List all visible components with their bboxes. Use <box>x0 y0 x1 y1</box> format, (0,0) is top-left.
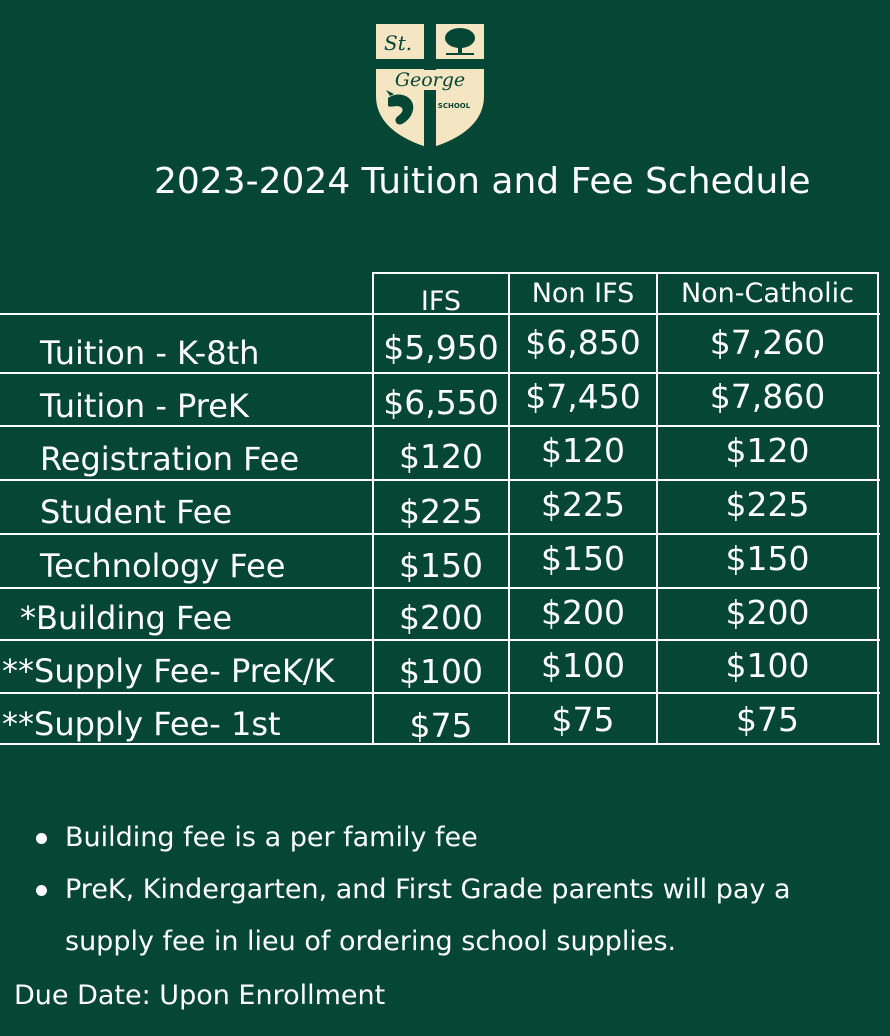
table-row-divider <box>0 587 880 589</box>
fee-cell: $200 <box>399 598 483 637</box>
fee-cell: $225 <box>399 492 483 531</box>
column-header: IFS <box>420 286 462 317</box>
fee-cell: $225 <box>725 485 810 524</box>
fee-cell: $5,950 <box>383 328 499 367</box>
fee-cell: $75 <box>736 700 799 739</box>
fee-cell: $200 <box>541 593 625 632</box>
fee-cell: $100 <box>399 652 483 691</box>
note-building-fee: Building fee is a per family fee <box>36 812 856 864</box>
fee-cell: $120 <box>541 431 625 470</box>
fee-cell: $75 <box>551 700 615 739</box>
svg-text:St.: St. <box>384 31 413 55</box>
fee-cell: $150 <box>725 539 810 578</box>
fee-cell: $150 <box>541 539 625 578</box>
page-title: 2023-2024 Tuition and Fee Schedule <box>154 161 811 202</box>
row-label: *Building Fee <box>20 599 233 637</box>
row-label: **Supply Fee- 1st <box>2 705 281 743</box>
row-label: Tuition - K-8th <box>40 334 260 372</box>
table-row-divider <box>0 692 880 694</box>
due-date: Due Date: Upon Enrollment <box>14 980 386 1011</box>
fee-cell: $75 <box>409 706 473 745</box>
column-header: Non-Catholic <box>680 278 855 309</box>
fee-cell: $6,550 <box>383 383 499 422</box>
fee-cell: $7,260 <box>709 323 826 362</box>
note-supply-fee: PreK, Kindergarten, and First Grade parents will pay a supply fee in lieu of ordering school supplies. <box>36 864 856 968</box>
school-crest-logo <box>374 22 486 150</box>
svg-text:George: George <box>394 69 466 91</box>
fee-cell: $225 <box>541 485 625 524</box>
row-label: Student Fee <box>40 493 233 531</box>
svg-text:SCHOOL: SCHOOL <box>437 102 471 110</box>
fee-cell: $100 <box>725 646 810 685</box>
column-header: Non IFS <box>531 278 635 309</box>
table-row-divider <box>0 533 880 535</box>
row-label: Technology Fee <box>40 547 286 585</box>
fee-cell: $7,450 <box>525 377 641 416</box>
row-label: Registration Fee <box>40 440 300 478</box>
table-row-divider <box>0 479 880 481</box>
fee-cell: $150 <box>399 546 483 585</box>
fee-cell: $100 <box>541 646 625 685</box>
table-row-divider <box>0 639 880 641</box>
fee-cell: $120 <box>725 431 810 470</box>
fee-cell: $120 <box>399 437 483 476</box>
fee-cell: $7,860 <box>709 377 826 416</box>
row-label: **Supply Fee- PreK/K <box>2 652 335 690</box>
fee-cell: $200 <box>725 593 810 632</box>
fee-cell: $6,850 <box>525 323 641 362</box>
notes-list <box>36 812 856 968</box>
row-label: Tuition - PreK <box>40 387 249 425</box>
